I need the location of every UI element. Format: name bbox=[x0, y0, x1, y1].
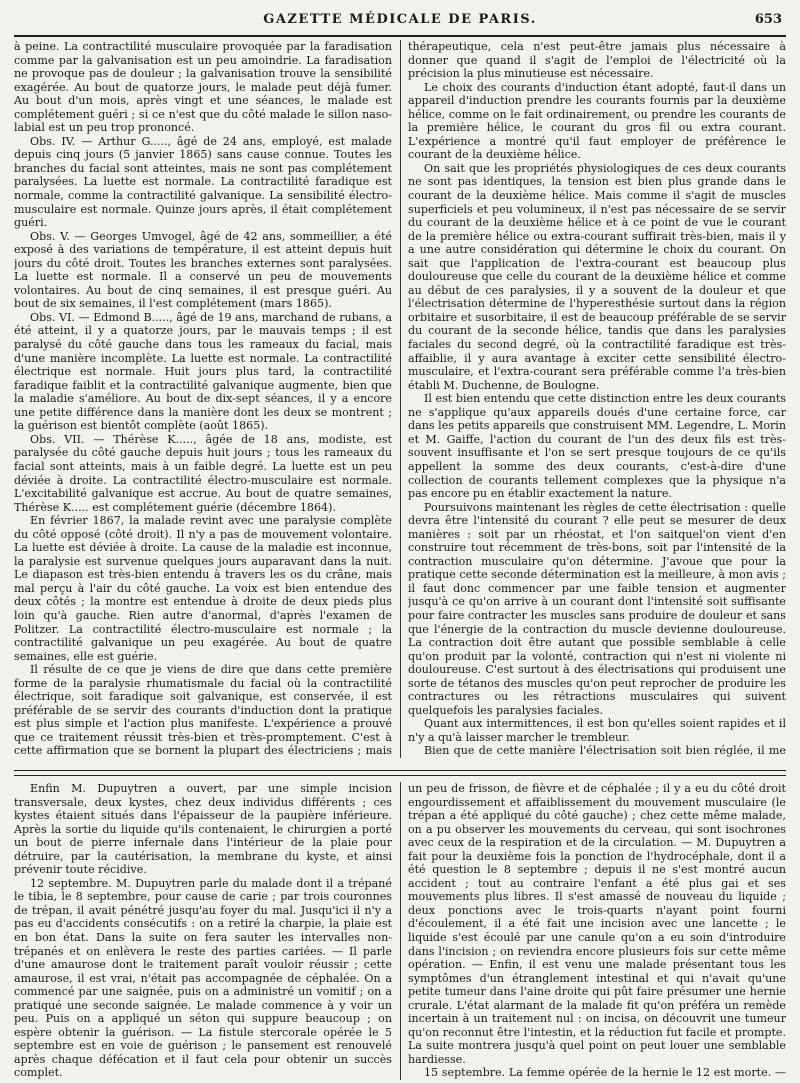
top-left-column bbox=[14, 40, 392, 758]
paragraph: Enfin M. Dupuytren a ouvert, par une simple incision transversale, deux kystes, chez deux individus différents ; ces kystes étaient situés dans l'épaisseur de la paupière inférieure. Après la sortie du liquide qu'ils contenaient, le chirurgien a porté un bout de pierre infernale dans l'intérieur de la plaie pour détruire, par la cautérisation, la membrane du kyste, et ainsi prévenir toute récidive. bbox=[14, 782, 392, 877]
observation-v: Obs. V. — Georges Umvogel, âgé de 42 ans, sommeillier, a été exposé à des variations de température, il est atteint depuis huit jours du côté droit. Toutes les branches externes sont paralysées. La luette est normale. Il a conservé un peu de mouvements volontaires. Au bout de cinq semaines, il est presque guéri. Au bout de six semaines, il l'est complétement (mars 1865). bbox=[14, 229, 392, 311]
page-number: 653 bbox=[754, 12, 782, 27]
paragraph: Bien que de cette manière l'électrisation soit bien réglée, il me bbox=[424, 744, 786, 758]
paragraph: Il est bien entendu que cette distinction entre les deux courants ne s'applique qu'aux appareils doués d'une certaine force, car dans les petits appareils que construisent MM. Legendre, L. Morin et M. Gaiffe, l'action du courant de l'un des deux fils est très-souvent insuffisante et l'on se sert presque toujours de ce qu'ils appellent la somme des deux courants, c'est-à-dire d'une collection de courants tellement complexes que la physique n'a pas encore pu en établir exactement la nature. bbox=[408, 392, 786, 501]
paragraph: On sait que les propriétés physiologiques de ces deux courants ne sont pas identiques, la tension est bien plus grande dans le courant de la deuxième hélice. Mais comme il s'agit de muscles superficiels et peu volumineux, il n'est pas nécessaire de se servir du courant de la deuxième hélice et à ce point de vue le courant de la première hélice ou extra-courant suffirait très-bien, mais il y a une autre considération qui détermine le choix du courant. On sait que l'application de l'extra-courant est beaucoup plus douloureuse que celle du courant de la deuxième hélice et comme au début de ces paralysies, il y a souvent de la douleur et que l'électrisation détermine de l'hyperesthésie surtout dans la région orbitaire et susorbitaire, il est de beaucoup préférable de se servir du courant de la seconde hélice, tandis que dans les paralysies faciales du second degré, où la contractilité faradique est très-affaiblie, il y aura avantage à exciter cette sensibilité électro-musculaire, et l'extra-courant sera préférable comme l'a très-bien établi M. Duchenne, de Boulogne. bbox=[408, 161, 786, 392]
top-right-column bbox=[408, 40, 786, 758]
page-header bbox=[0, 12, 800, 32]
observation-iv: Obs. IV. — Arthur G....., âgé de 24 ans, employé, est malade depuis cinq jours (5 janvier 1865) sans cause connue. Toutes les branches du facial sont atteintes, mais ne sont pas complétement paralysées. La luette est normale. La contractilité faradique est normale, comme la contractilité galvanique. La sensibilité électro-musculaire est normale. Quinze jours après, il était complétement guéri. bbox=[14, 134, 392, 230]
paragraph: un peu de frisson, de fièvre et de céphalée ; il y a eu du côté droit engourdissement et affaiblissement du mouvement musculaire (le trépan a été appliqué du côté gauche) ; chez cette même malade, on a pu observer les mouvements du cerveau, qui sont isochrones avec ceux de la respiration et de la circulation. — M. Dupuytren a fait pour la deuxième fois la ponction de l'hydrocéphale, dont il a été question le 8 septembre ; depuis il ne s'est montré aucun accident ; tout au contraire l'enfant a été plus gai et ses mouvements plus libres. Il s'est amassé de nouveau du liquide ; deux ponctions avec le trois-quarts n'ayant point fourni d'écoulement, il a été fait une incision avec une lancette ; le liquide s'est écoulé par une canule qu'on a eu soin d'introduire dans l'incision ; on reviendra encore plusieurs fois sur cette même opération. — Enfin, il est venu une malade présentant tous les symptômes d'un étranglement intestinal et qui n'avait qu'une petite tumeur dans l'aine droite qui pût faire présumer une hernie crurale. L'état alarmant de la malade fit qu'on préféra un remède incertain à un traitement nul : on incisa, on découvrit une tumeur qu'on reconnut être l'intestin, et la réduction fut facile et prompte. La suite montrera jusqu'à quel point on peut louer une semblable hardiesse. bbox=[408, 782, 786, 1066]
section-separator bbox=[14, 770, 786, 776]
bottom-right-column bbox=[408, 782, 786, 1080]
journal-title: GAZETTE MÉDICALE DE PARIS. bbox=[263, 12, 537, 27]
paragraph: à peine. La contractilité musculaire provoquée par la faradisation comme par la galvanisation est un peu amoindrie. La faradisation ne provoque pas de douleur ; la galvanisation trouve la sensibilité exagérée. Au bout de quatorze jours, le malade peut déjà fumer. Au bout d'un mois, après vingt et une séances, le malade est complétement guéri ; si ce n'est que du côté malade le sillon naso-labial est un peu trop prononcé. bbox=[14, 40, 392, 135]
column-divider bbox=[400, 782, 401, 1080]
paragraph: Le choix des courants d'induction étant adopté, faut-il dans un appareil d'induction prendre les courants fournis par la deuxième hélice, comme on le fait ordinairement, ou prendre les courants de la première hélice, le courant du gros fil ou extra courant. L'expérience a montré qu'il faut employer de préférence le courant de la deuxième hélice. bbox=[408, 80, 786, 162]
paragraph: thérapeutique, cela n'est peut-être jamais plus nécessaire à donner que quand il s'agit de l'emploi de l'électricité où la précision la plus minutieuse est nécessaire. bbox=[408, 40, 786, 81]
paragraph: 12 septembre. M. Dupuytren parle du malade dont il a trépané le tibia, le 8 septembre, pour cause de carie ; par trois couronnes de trépan, il avait pénétré jusqu'au foyer du mal. Jusqu'ici il n'y a pas eu d'accidents consécutifs : on a retiré la charpie, la plaie est en bon état. Dans la suite on fera sauter les intervalles non-trépanés et on enlèvera le reste des parties cariées. — Il parle d'une amaurose dont le traitement paraît vouloir réussir ; cette amaurose, il est vrai, n'était pas accompagnée de céphalée. On a commencé par une saignée, puis on a administré un vomitif ; on a pratiqué une seconde saignée. Le malade commence à y voir un peu. Puis on a appliqué un séton qui suppure beaucoup ; on espère obtenir la guérison. — La fistule stercorale opérée le 5 septembre est en voie de guérison ; le pansement est renouvelé après chaque défécation et il faut cela pour obtenir un succès complet. bbox=[14, 876, 392, 1080]
paragraph: Quant aux intermittences, il est bon qu'elles soient rapides et il n'y a qu'à laisser marcher le trembleur. bbox=[408, 717, 786, 744]
paragraph: Poursuivons maintenant les règles de cette électrisation : quelle devra être l'intensité du courant ? elle peut se mesurer de deux manières : soit par un rhéostat, et l'on saitquel'on vient d'en construire tout récemment de très-bons, soit par l'intensité de la contraction musculaire qu'on détermine. J'avoue que pour la pratique cette seconde détermination est la meilleure, à mon avis ; il faut donc commencer par une faible tension et augmenter jusqu'à ce qu'on arrive à un courant dont l'intensité soit suffisante pour faire contracter les muscles sans produire de douleur et sans que l'énergie de la contraction du muscle devienne douloureuse. La contraction doit être autant que possible semblable à celle qu'on produit par la volonté, contraction qui n'est ni violente ni douloureuse. C'est surtout à des électrisations qui produisent une sorte de tétanos des muscles qu'on peut reprocher de produire les contractures ou les rétractions musculaires qui suivent quelquefois les paralysies faciales. bbox=[408, 500, 786, 717]
column-divider bbox=[400, 40, 401, 758]
observation-vii: Obs. VII. — Thérèse K....., âgée de 18 ans, modiste, est paralysée du côté gauche depuis huit jours ; tous les rameaux du facial sont atteints, mais à un faible degré. La luette est un peu déviée à droite. La contractilité électro-musculaire est normale. L'excitabilité galvanique est accrue. Au bout de quatre semaines, Thérèse K..... est complétement guérie (décembre 1864). bbox=[14, 432, 392, 514]
paragraph: Il résulte de ce que je viens de dire que dans cette première forme de la paralysie rhumatismale du facial où la contractilité électrique, soit faradique soit galvanique, est conservée, il est préférable de se servir des courants d'induction dont la pratique est plus simple et l'action plus manifeste. L'expérience a prouvé que ce traitement réussit très-bien et très-promptement. C'est à cette affirmation que se bornent la plupart des électriciens ; mais bbox=[14, 663, 392, 758]
header-rule bbox=[14, 35, 786, 37]
observation-vi: Obs. VI. — Edmond B....., âgé de 19 ans, marchand de rubans, a été atteint, il y a quatorze jours, par le mauvais temps ; il est paralysé du côté gauche dans tous les rameaux du facial, mais d'une manière incomplète. La luette est normale. La contractilité électrique est normale. Huit jours plus tard, la contractilité faradique faiblit et la contractilité galvanique augmente, bien que la maladie s'améliore. Au bout de dix-sept séances, il y a encore une petite différence dans la manière dont les deux se montrent ; la guérison est bientôt complète (août 1865). bbox=[14, 310, 392, 433]
paragraph: 15 septembre. La femme opérée de la hernie le 12 est morte. — bbox=[424, 1066, 786, 1080]
paragraph: En février 1867, la malade revint avec une paralysie complète du côté opposé (côté droit). Il n'y a pas de mouvement volontaire. La luette est déviée à droite. La cause de la maladie est inconnue, la paralysie est survenue quelques jours auparavant dans la nuit. Le diapason est très-bien entendu à travers les os du crâne, mais mal perçu à l'air du côté gauche. La voix est bien entendue des deux côtés ; la montre est entendue à droite de deux pieds plus loin qu'à gauche. Rien autre d'anormal, d'après l'examen de Politzer. La contractilité électro-musculaire est normale ; la contractilité galvanique un peu exagérée. Au bout de quatre semaines, elle est guérie. bbox=[14, 514, 392, 663]
bottom-left-column bbox=[14, 782, 392, 1080]
